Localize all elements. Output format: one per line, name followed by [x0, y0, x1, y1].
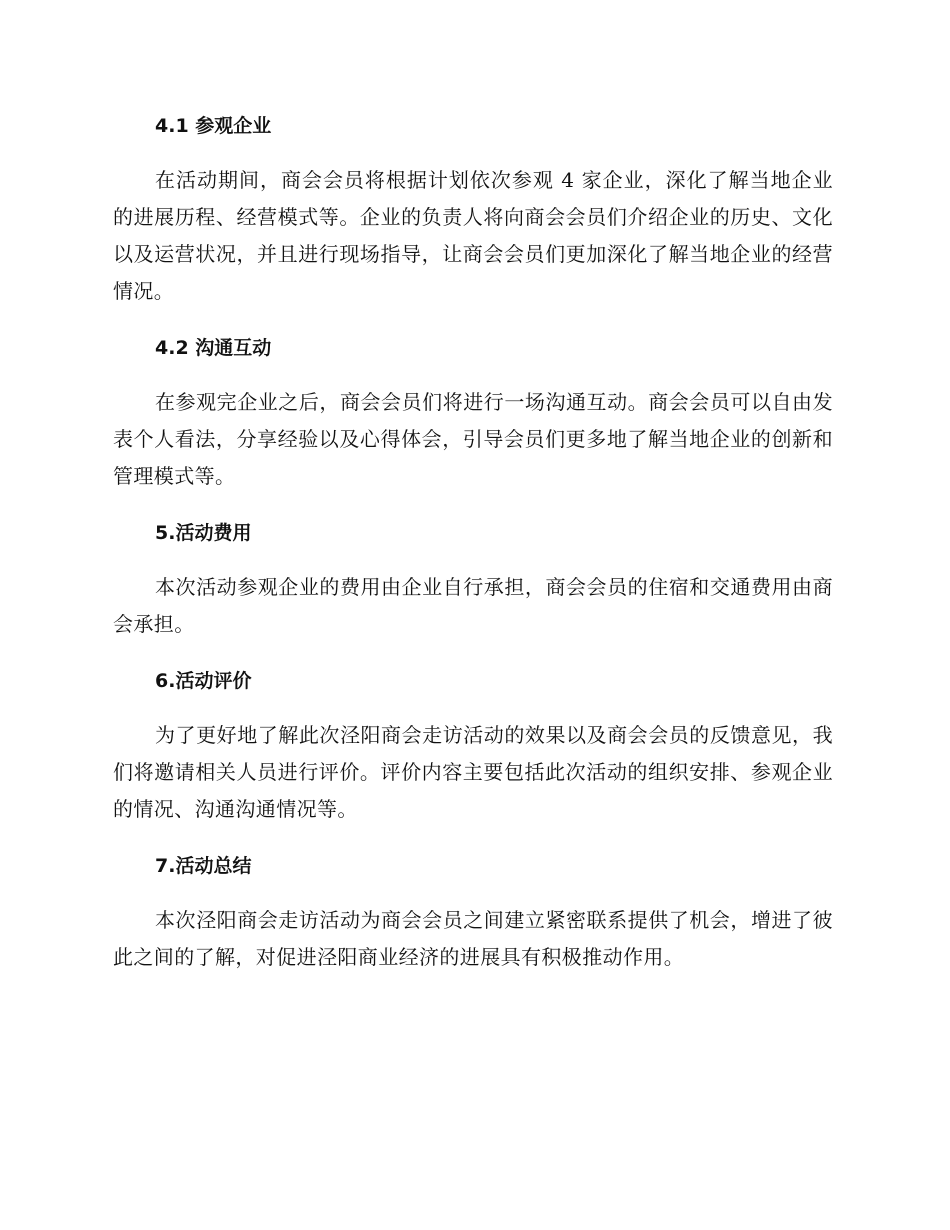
section-heading: 4.1 参观企业	[155, 115, 272, 137]
section-heading: 7.活动总结	[155, 855, 252, 877]
section-paragraph: 在参观完企业之后，商会会员们将进行一场沟通互动。商会会员可以自由发表个人看法，分享经验以及心得体会，引导会员们更多地了解当地企业的创新和管理模式等。	[113, 390, 833, 488]
section-paragraph: 为了更好地了解此次泾阳商会走访活动的效果以及商会会员的反馈意见，我们将邀请相关人员进行评价。评价内容主要包括此次活动的组织安排、参观企业的情况、沟通沟通情况等。	[113, 723, 833, 821]
document-page	[113, 108, 833, 996]
section-paragraph: 本次泾阳商会走访活动为商会会员之间建立紧密联系提供了机会，增进了彼此之间的了解，对促进泾阳商业经济的进展具有积极推动作用。	[113, 908, 833, 969]
section-heading: 6.活动评价	[155, 670, 252, 692]
section-4-1	[113, 108, 833, 310]
section-6	[113, 663, 833, 828]
section-heading: 4.2 沟通互动	[155, 337, 272, 359]
section-paragraph: 本次活动参观企业的费用由企业自行承担，商会会员的住宿和交通费用由商会承担。	[113, 575, 833, 636]
section-paragraph: 在活动期间，商会会员将根据计划依次参观 4 家企业，深化了解当地企业的进展历程、经营模式等。企业的负责人将向商会会员们介绍企业的历史、文化以及运营状况，并且进行现场指导，让商会会员们更加深化了解当地企业的经营情况。	[113, 168, 833, 303]
section-5	[113, 515, 833, 643]
section-4-2	[113, 330, 833, 495]
section-7	[113, 848, 833, 976]
section-heading: 5.活动费用	[155, 522, 252, 544]
